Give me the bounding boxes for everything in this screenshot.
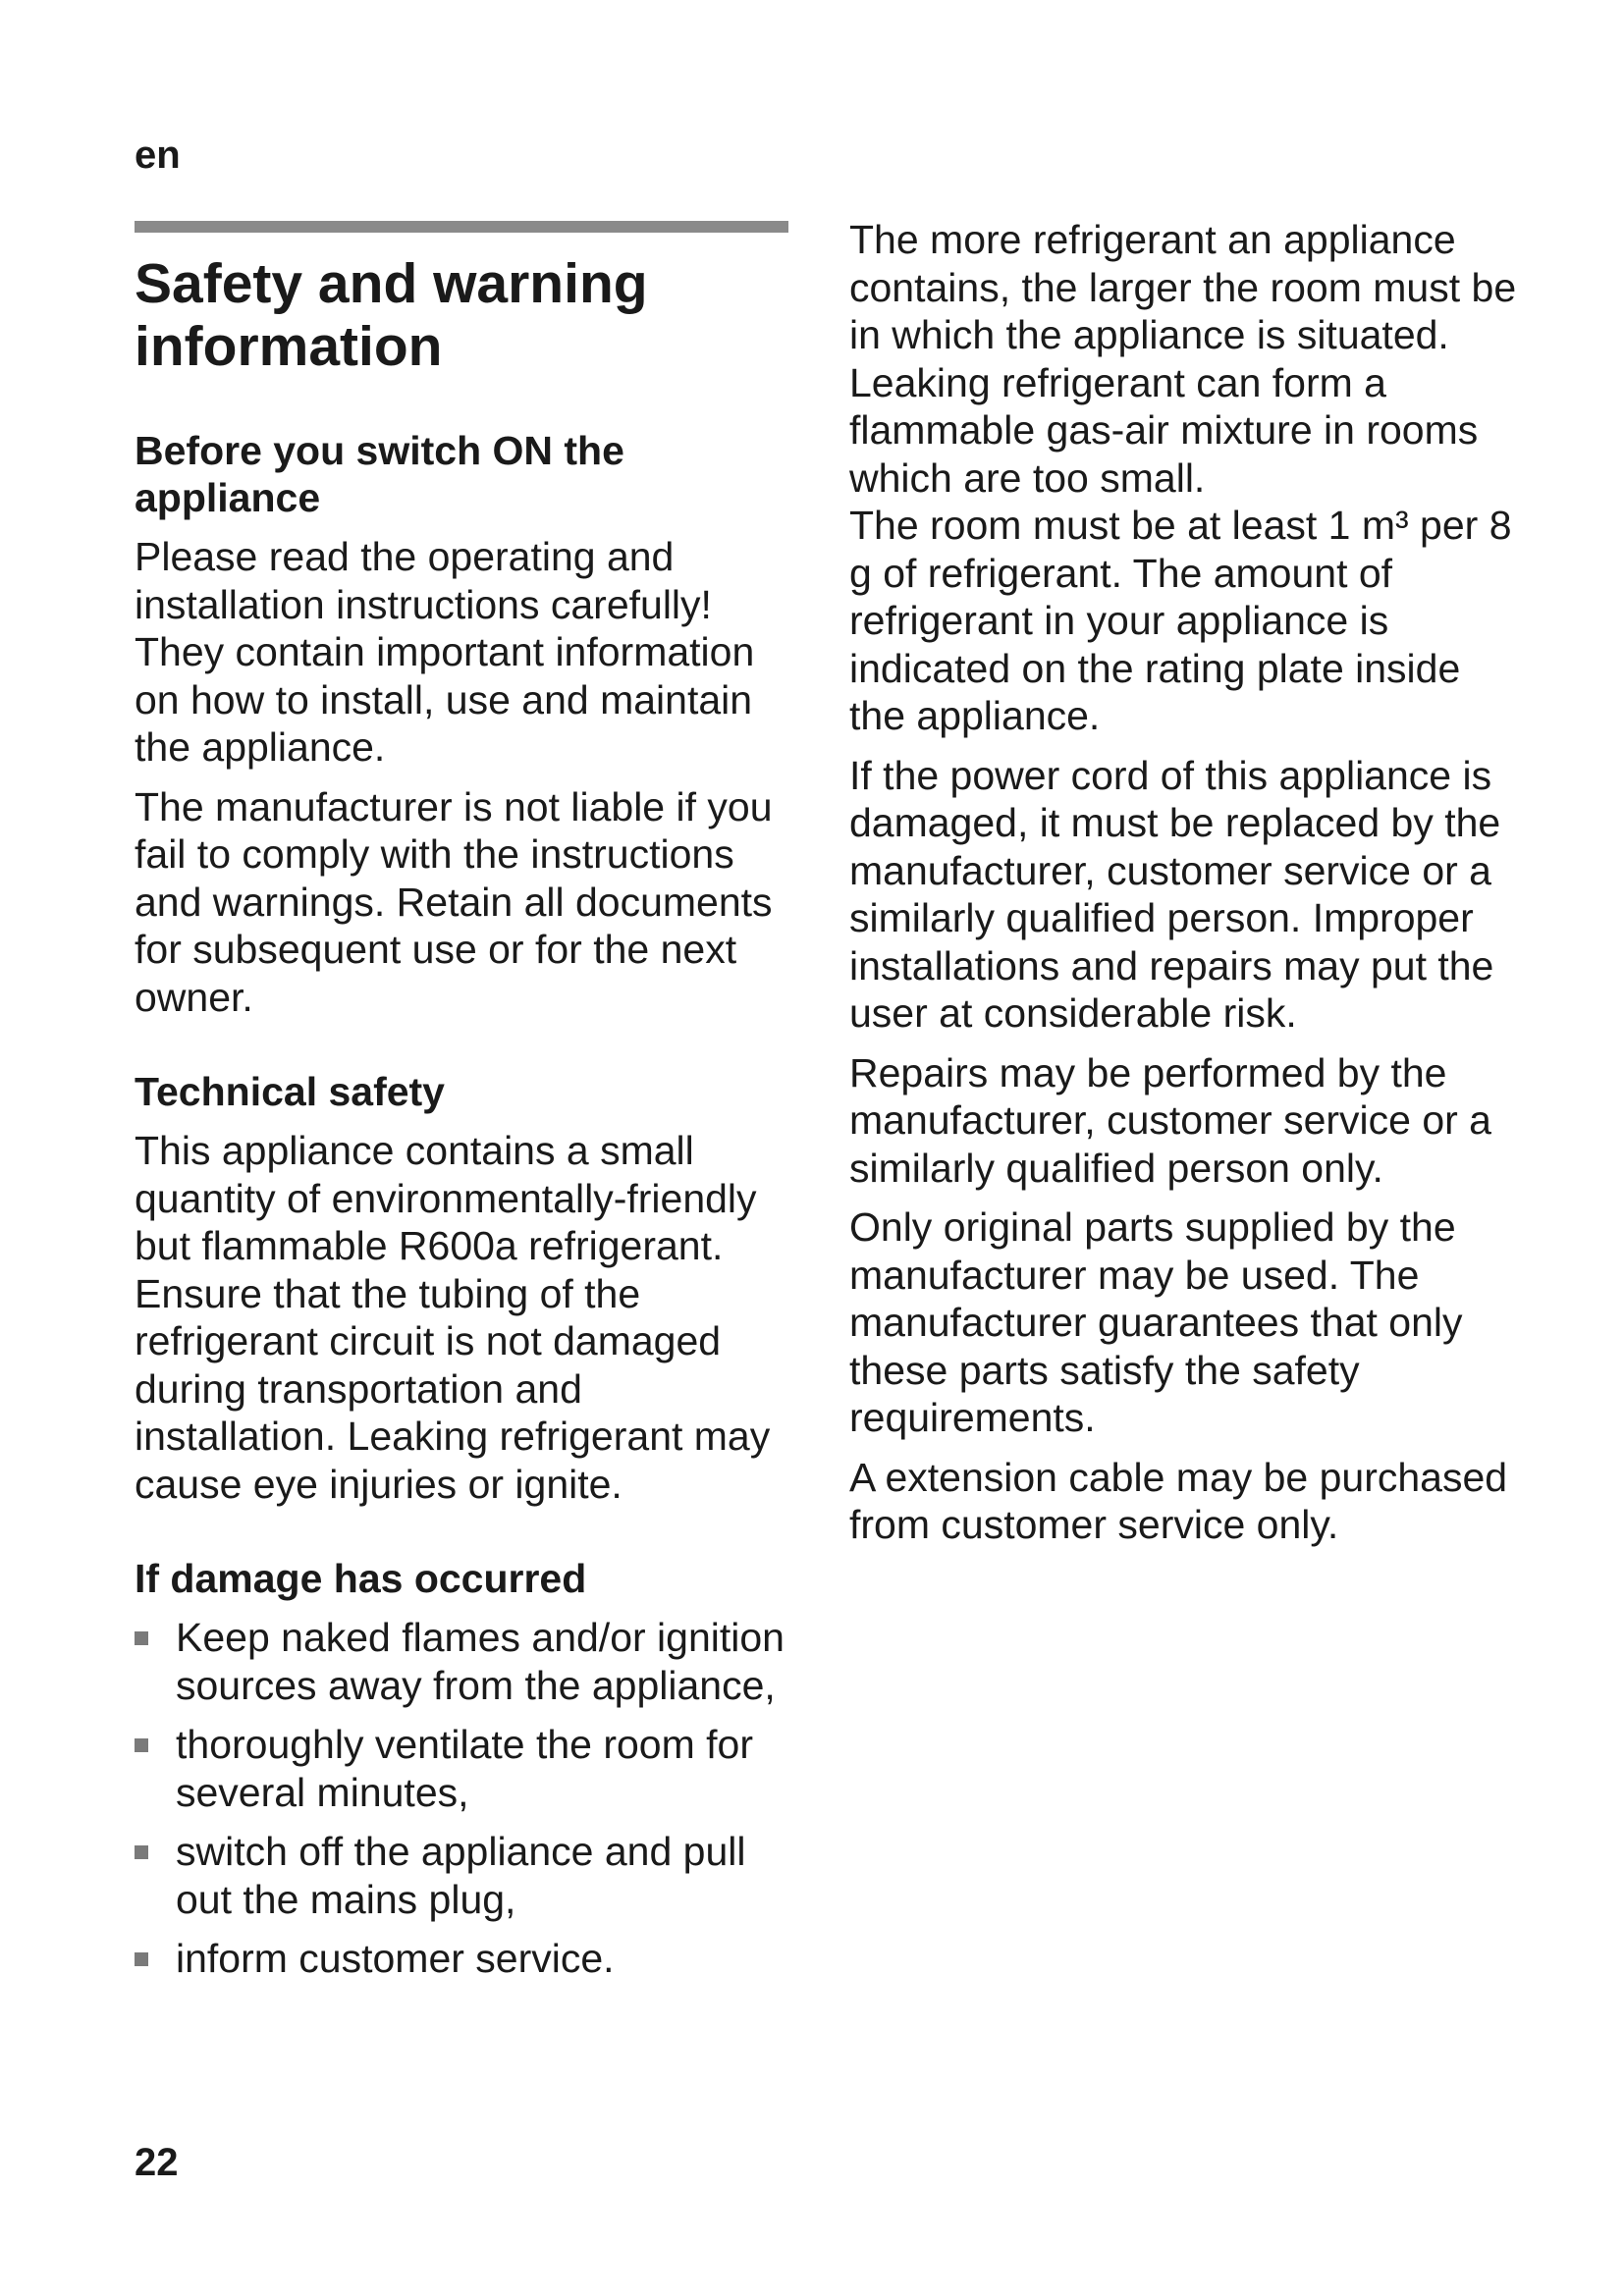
section-divider [135,221,788,233]
page-number: 22 [135,2141,179,2184]
list-item-text: Keep naked flames and/or ignition sources away from the appliance, [176,1615,785,1708]
heading-if-damage: If damage has occurred [135,1556,587,1601]
square-bullet-icon [135,1845,148,1859]
paragraph-room-size: The more refrigerant an appliance contains, the larger the room must be in which the appliance is situated. Leaking refrigerant can form a flammable gas-air mixture in rooms which are too small. [849,217,1517,501]
list-item [135,1614,792,1709]
list-item-text: inform customer service. [176,1936,615,1981]
paragraph-read-instructions: Please read the operating and installation instructions carefully! They contain important information on how to install, use and maintain the appliance. [135,534,755,770]
damage-steps-list [135,1614,792,1983]
list-item-text: thoroughly ventilate the room for several minutes, [176,1722,753,1815]
right-column [849,216,1517,1561]
list-item [135,1721,792,1816]
paragraph-repairs: Repairs may be performed by the manufacturer, customer service or a similarly qualified person only. [849,1049,1491,1191]
square-bullet-icon [135,1738,148,1752]
square-bullet-icon [135,1631,148,1645]
list-item [135,1935,792,1983]
square-bullet-icon [135,1952,148,1966]
language-tag: en [135,133,181,177]
paragraph-power-cord: If the power cord of this appliance is damaged, it must be replaced by the manufacturer, customer service or a similarly qualified person. Improper installations and repairs may put the user at considerable risk. [849,752,1501,1036]
heading-technical-safety: Technical safety [135,1069,445,1114]
paragraph-room-volume: The room must be at least 1 m³ per 8 g of refrigerant. The amount of refrigerant in your appliance is indicated on the rating plate inside the appliance. [849,503,1512,738]
heading-before-switch-on: Before you switch ON the appliance [135,428,624,520]
list-item-text: switch off the appliance and pull out the mains plug, [176,1829,746,1922]
list-item [135,1828,792,1923]
left-column [135,221,792,1995]
paragraph-manufacturer-liability: The manufacturer is not liable if you fail to comply with the instructions and warnings. Retain all documents for subsequent use or for the next owner. [135,783,773,1020]
paragraph-original-parts: Only original parts supplied by the manufacturer may be used. The manufacturer guarantees that only these parts satisfy the safety requirements. [849,1204,1463,1440]
paragraph-refrigerant-info: This appliance contains a small quantity of environmentally-friendly but flammable R600a refrigerant. Ensure that the tubing of the refrigerant circuit is not damaged during transportation and installation. Leaking refrigerant may cause eye injuries or ignite. [135,1128,771,1507]
paragraph-extension-cable: A extension cable may be purchased from customer service only. [849,1454,1508,1547]
page-title: Safety and warning information [135,252,648,378]
